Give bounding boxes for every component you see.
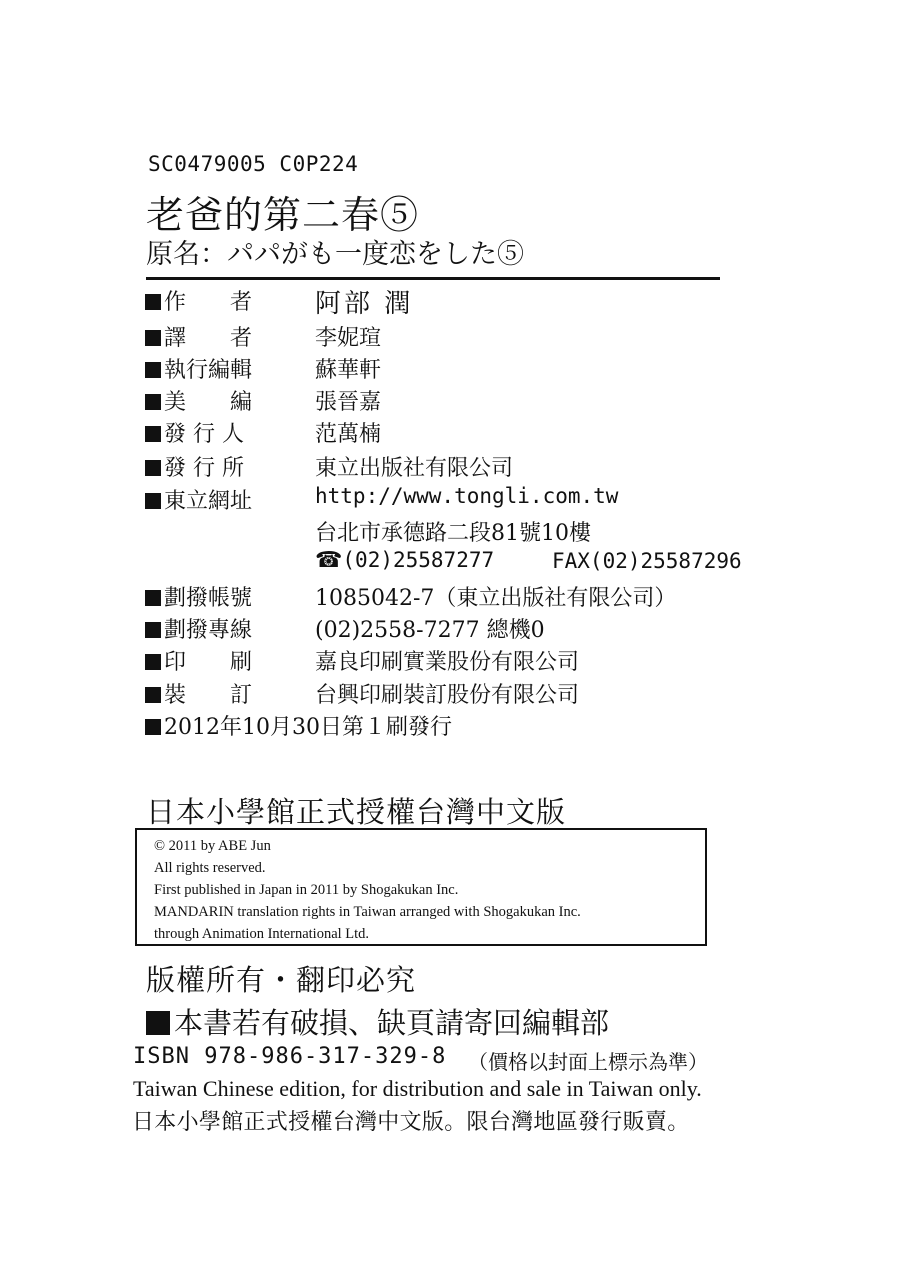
print-date: 2012年10月30日第１刷發行 <box>164 715 452 740</box>
bullet-square <box>145 460 161 476</box>
credit-value: 蘇華軒 <box>315 358 382 383</box>
bullet-square <box>145 493 161 509</box>
bullet-square <box>145 394 161 410</box>
credit-value: 1085042-7（東立出版社有限公司） <box>315 586 677 611</box>
copyright-line: MANDARIN translation rights in Taiwan arranged with Shogakukan Inc. <box>154 904 581 920</box>
bullet-square <box>145 719 161 735</box>
original-title: 原名：パパがも一度恋をした⑤ <box>146 239 524 270</box>
credit-label: 執行編輯 <box>164 358 253 383</box>
credit-label: 發 行 所 <box>164 456 244 481</box>
copyright-line: through Animation International Ltd. <box>154 926 370 942</box>
edition-note: Taiwan Chinese edition, for distribution and sale in Taiwan only. <box>133 1076 702 1101</box>
credit-label: 作 者 <box>164 290 253 315</box>
copyright-line: First published in Japan in 2011 by Shogakukan Inc. <box>154 882 459 898</box>
isbn: ISBN 978-986-317-329-8 <box>133 1044 447 1069</box>
credit-value: 張晉嘉 <box>315 390 382 415</box>
damage-notice: 本書若有破損、缺頁請寄回編輯部 <box>174 1006 610 1040</box>
credit-value: (02)2558-7277 總機0 <box>315 618 545 643</box>
isbn-price-note: （價格以封面上標示為準） <box>468 1050 708 1074</box>
bullet-square <box>145 687 161 703</box>
address: 台北市承德路二段81號10樓 <box>315 521 591 546</box>
bullet-square <box>145 362 161 378</box>
credit-value: 阿部 潤 <box>315 289 414 319</box>
credit-label: 裝 訂 <box>164 683 253 708</box>
bullet-square <box>145 330 161 346</box>
copyright-line: All rights reserved. <box>154 860 266 876</box>
bullet-square <box>146 1011 170 1035</box>
book-title: 老爸的第二春⑤ <box>146 193 420 237</box>
credit-value: 台興印刷裝訂股份有限公司 <box>315 683 580 708</box>
credit-value: 范萬楠 <box>315 422 382 447</box>
credit-label: 東立網址 <box>164 489 253 514</box>
credit-label: 劃撥帳號 <box>164 586 253 611</box>
credit-value: 嘉良印刷實業股份有限公司 <box>315 650 580 675</box>
credit-label: 發 行 人 <box>164 422 244 447</box>
bullet-square <box>145 590 161 606</box>
bullet-square <box>145 654 161 670</box>
title-divider <box>146 277 720 280</box>
license-heading: 日本小學館正式授權台灣中文版 <box>146 795 567 829</box>
credit-value: 李妮瑄 <box>315 326 382 351</box>
phone-number: (02)25587277 <box>342 548 495 572</box>
copyright-line: © 2011 by ABE Jun <box>154 838 271 854</box>
website-link[interactable]: http://www.tongli.com.tw <box>315 484 619 508</box>
copyright-box <box>135 828 707 946</box>
rights-reserved: 版權所有・翻印必究 <box>146 963 417 997</box>
bullet-square <box>145 622 161 638</box>
credit-value: 東立出版社有限公司 <box>315 456 514 481</box>
bullet-square <box>145 294 161 310</box>
bullet-square <box>145 426 161 442</box>
product-code: SC0479005 C0P224 <box>148 152 359 176</box>
credit-label: 劃撥專線 <box>164 618 253 643</box>
damage-notice-row <box>146 1001 609 1042</box>
fax-number: FAX(02)25587296 <box>552 549 742 573</box>
credit-label: 譯 者 <box>164 326 253 351</box>
distribution-note: 日本小學館正式授權台灣中文版。限台灣地區發行販賣。 <box>132 1110 690 1135</box>
credit-label: 美 編 <box>164 390 253 415</box>
telephone-icon: ☎ <box>315 548 343 573</box>
credit-label: 印 刷 <box>164 650 253 675</box>
